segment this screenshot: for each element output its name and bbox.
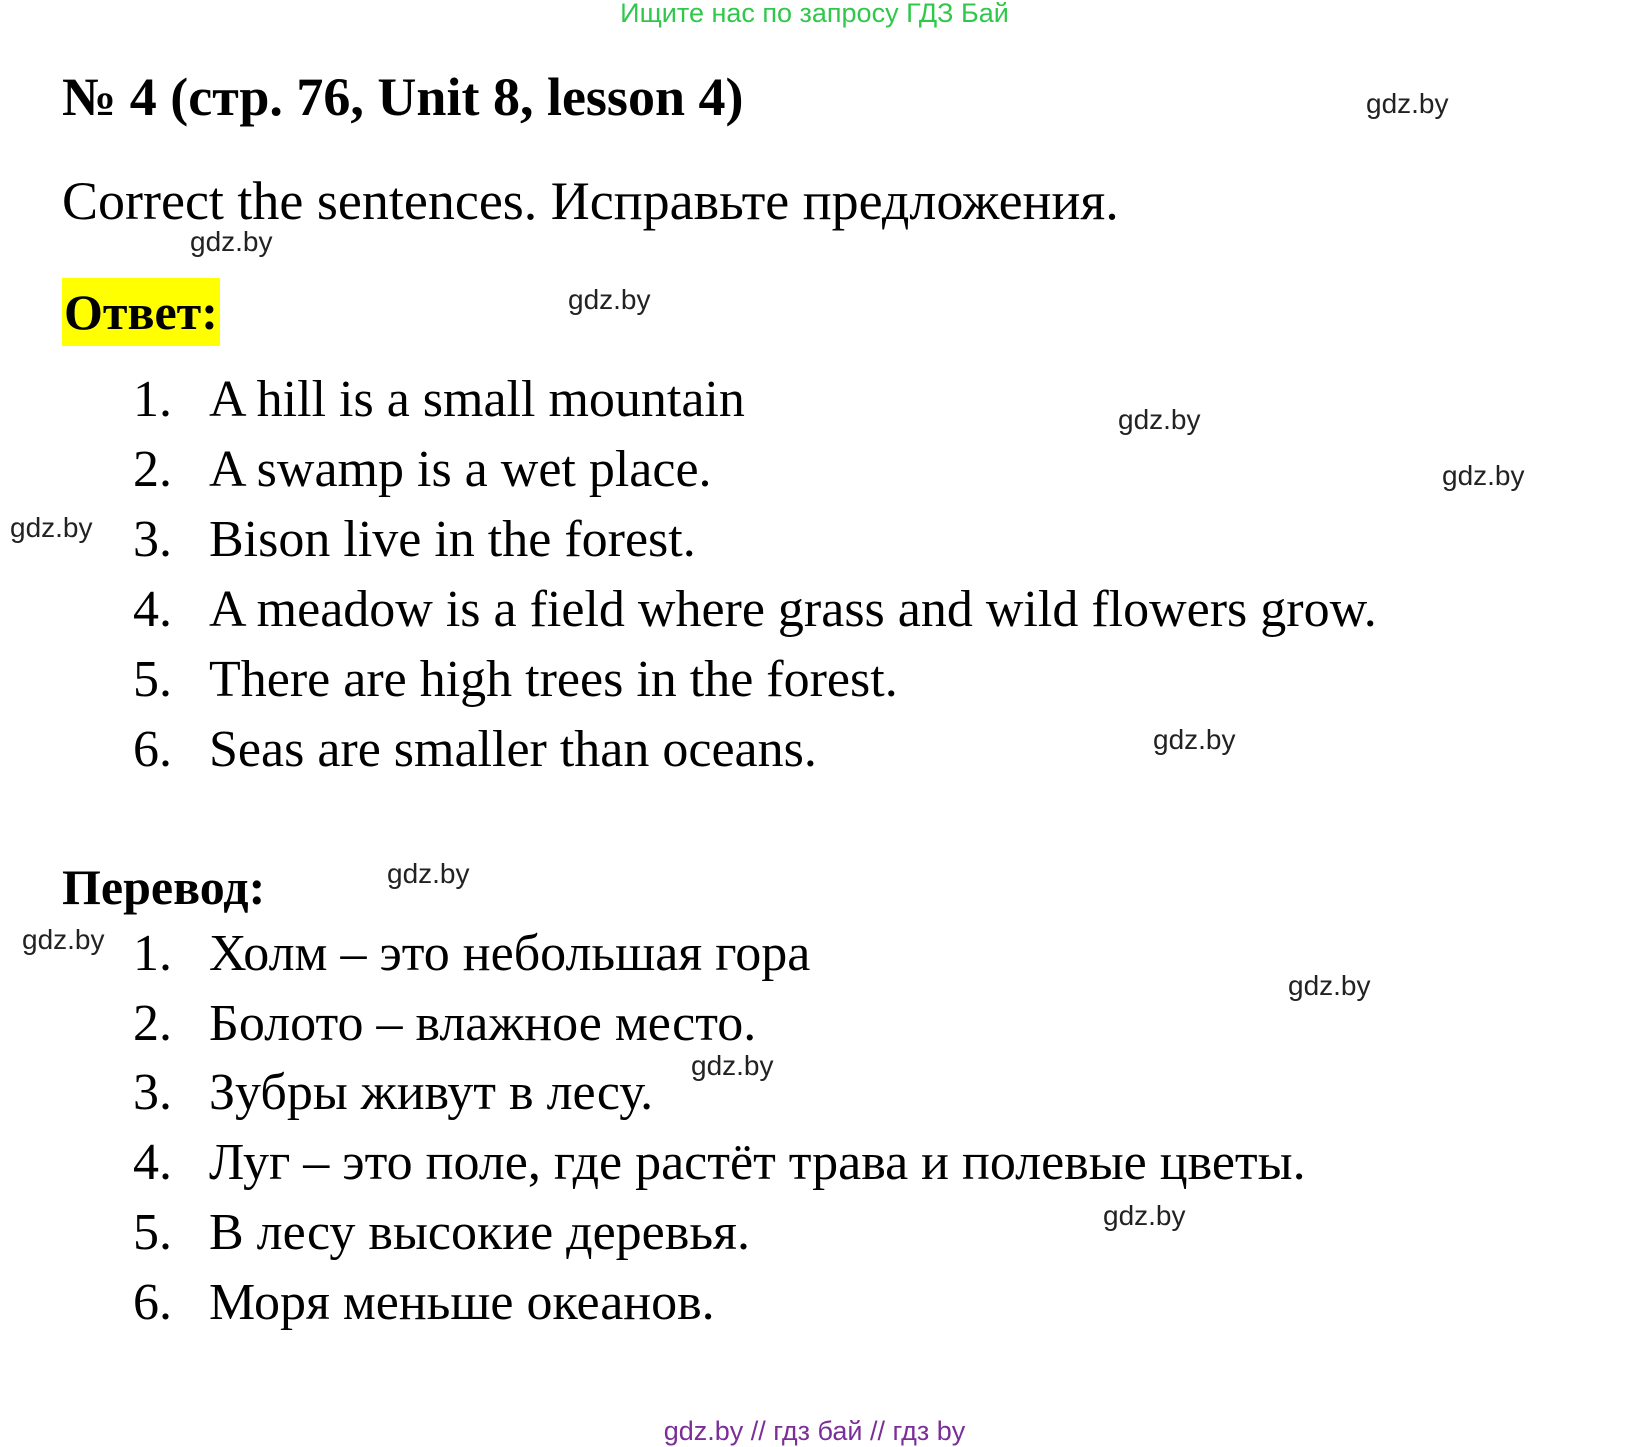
- watermark: gdz.by: [1366, 88, 1449, 119]
- item-number: 1.: [133, 925, 172, 982]
- watermark: gdz.by: [1442, 460, 1525, 491]
- item-text: Зубры живут в лесу.: [209, 1064, 654, 1121]
- item-number: 6.: [133, 721, 172, 778]
- watermark: gdz.by: [1118, 404, 1201, 435]
- item-number: 2.: [133, 995, 172, 1052]
- item-text: A hill is a small mountain: [209, 371, 745, 428]
- header-search-link[interactable]: Ищите нас по запросу ГДЗ Бай: [620, 0, 1009, 28]
- watermark: gdz.by: [1153, 724, 1236, 755]
- item-number: 1.: [133, 371, 172, 428]
- item-text: Болото – влажное место.: [209, 995, 757, 1052]
- item-text: There are high trees in the forest.: [209, 651, 898, 708]
- watermark: gdz.by: [22, 924, 105, 955]
- item-text: Луг – это поле, где растёт трава и полевые цветы.: [209, 1134, 1306, 1191]
- item-number: 6.: [133, 1274, 172, 1331]
- item-text: Seas are smaller than oceans.: [209, 721, 817, 778]
- watermark: gdz.by: [1103, 1200, 1186, 1231]
- watermark: gdz.by: [190, 226, 273, 257]
- watermark: gdz.by: [387, 858, 470, 889]
- item-text: A meadow is a field where grass and wild flowers grow.: [209, 581, 1377, 638]
- answer-heading: Ответ:: [62, 278, 220, 346]
- item-text: В лесу высокие деревья.: [209, 1204, 750, 1261]
- watermark: gdz.by: [10, 512, 93, 543]
- watermark: gdz.by: [1288, 970, 1371, 1001]
- translation-heading: Перевод:: [62, 859, 266, 915]
- item-number: 3.: [133, 511, 172, 568]
- item-text: Bison live in the forest.: [209, 511, 696, 568]
- item-number: 5.: [133, 1204, 172, 1261]
- item-number: 2.: [133, 441, 172, 498]
- footer-links[interactable]: gdz.by // гдз бай // гдз by: [663, 1416, 966, 1446]
- watermark: gdz.by: [568, 284, 651, 315]
- watermark: gdz.by: [691, 1050, 774, 1081]
- exercise-title: № 4 (стр. 76, Unit 8, lesson 4): [62, 67, 744, 127]
- item-text: Моря меньше океанов.: [209, 1274, 715, 1331]
- item-text: Холм – это небольшая гора: [209, 925, 811, 982]
- task-instruction: Correct the sentences. Исправьте предложения.: [62, 171, 1119, 231]
- item-number: 3.: [133, 1064, 172, 1121]
- item-number: 4.: [133, 581, 172, 638]
- item-number: 4.: [133, 1134, 172, 1191]
- item-text: A swamp is a wet place.: [209, 441, 712, 498]
- item-number: 5.: [133, 651, 172, 708]
